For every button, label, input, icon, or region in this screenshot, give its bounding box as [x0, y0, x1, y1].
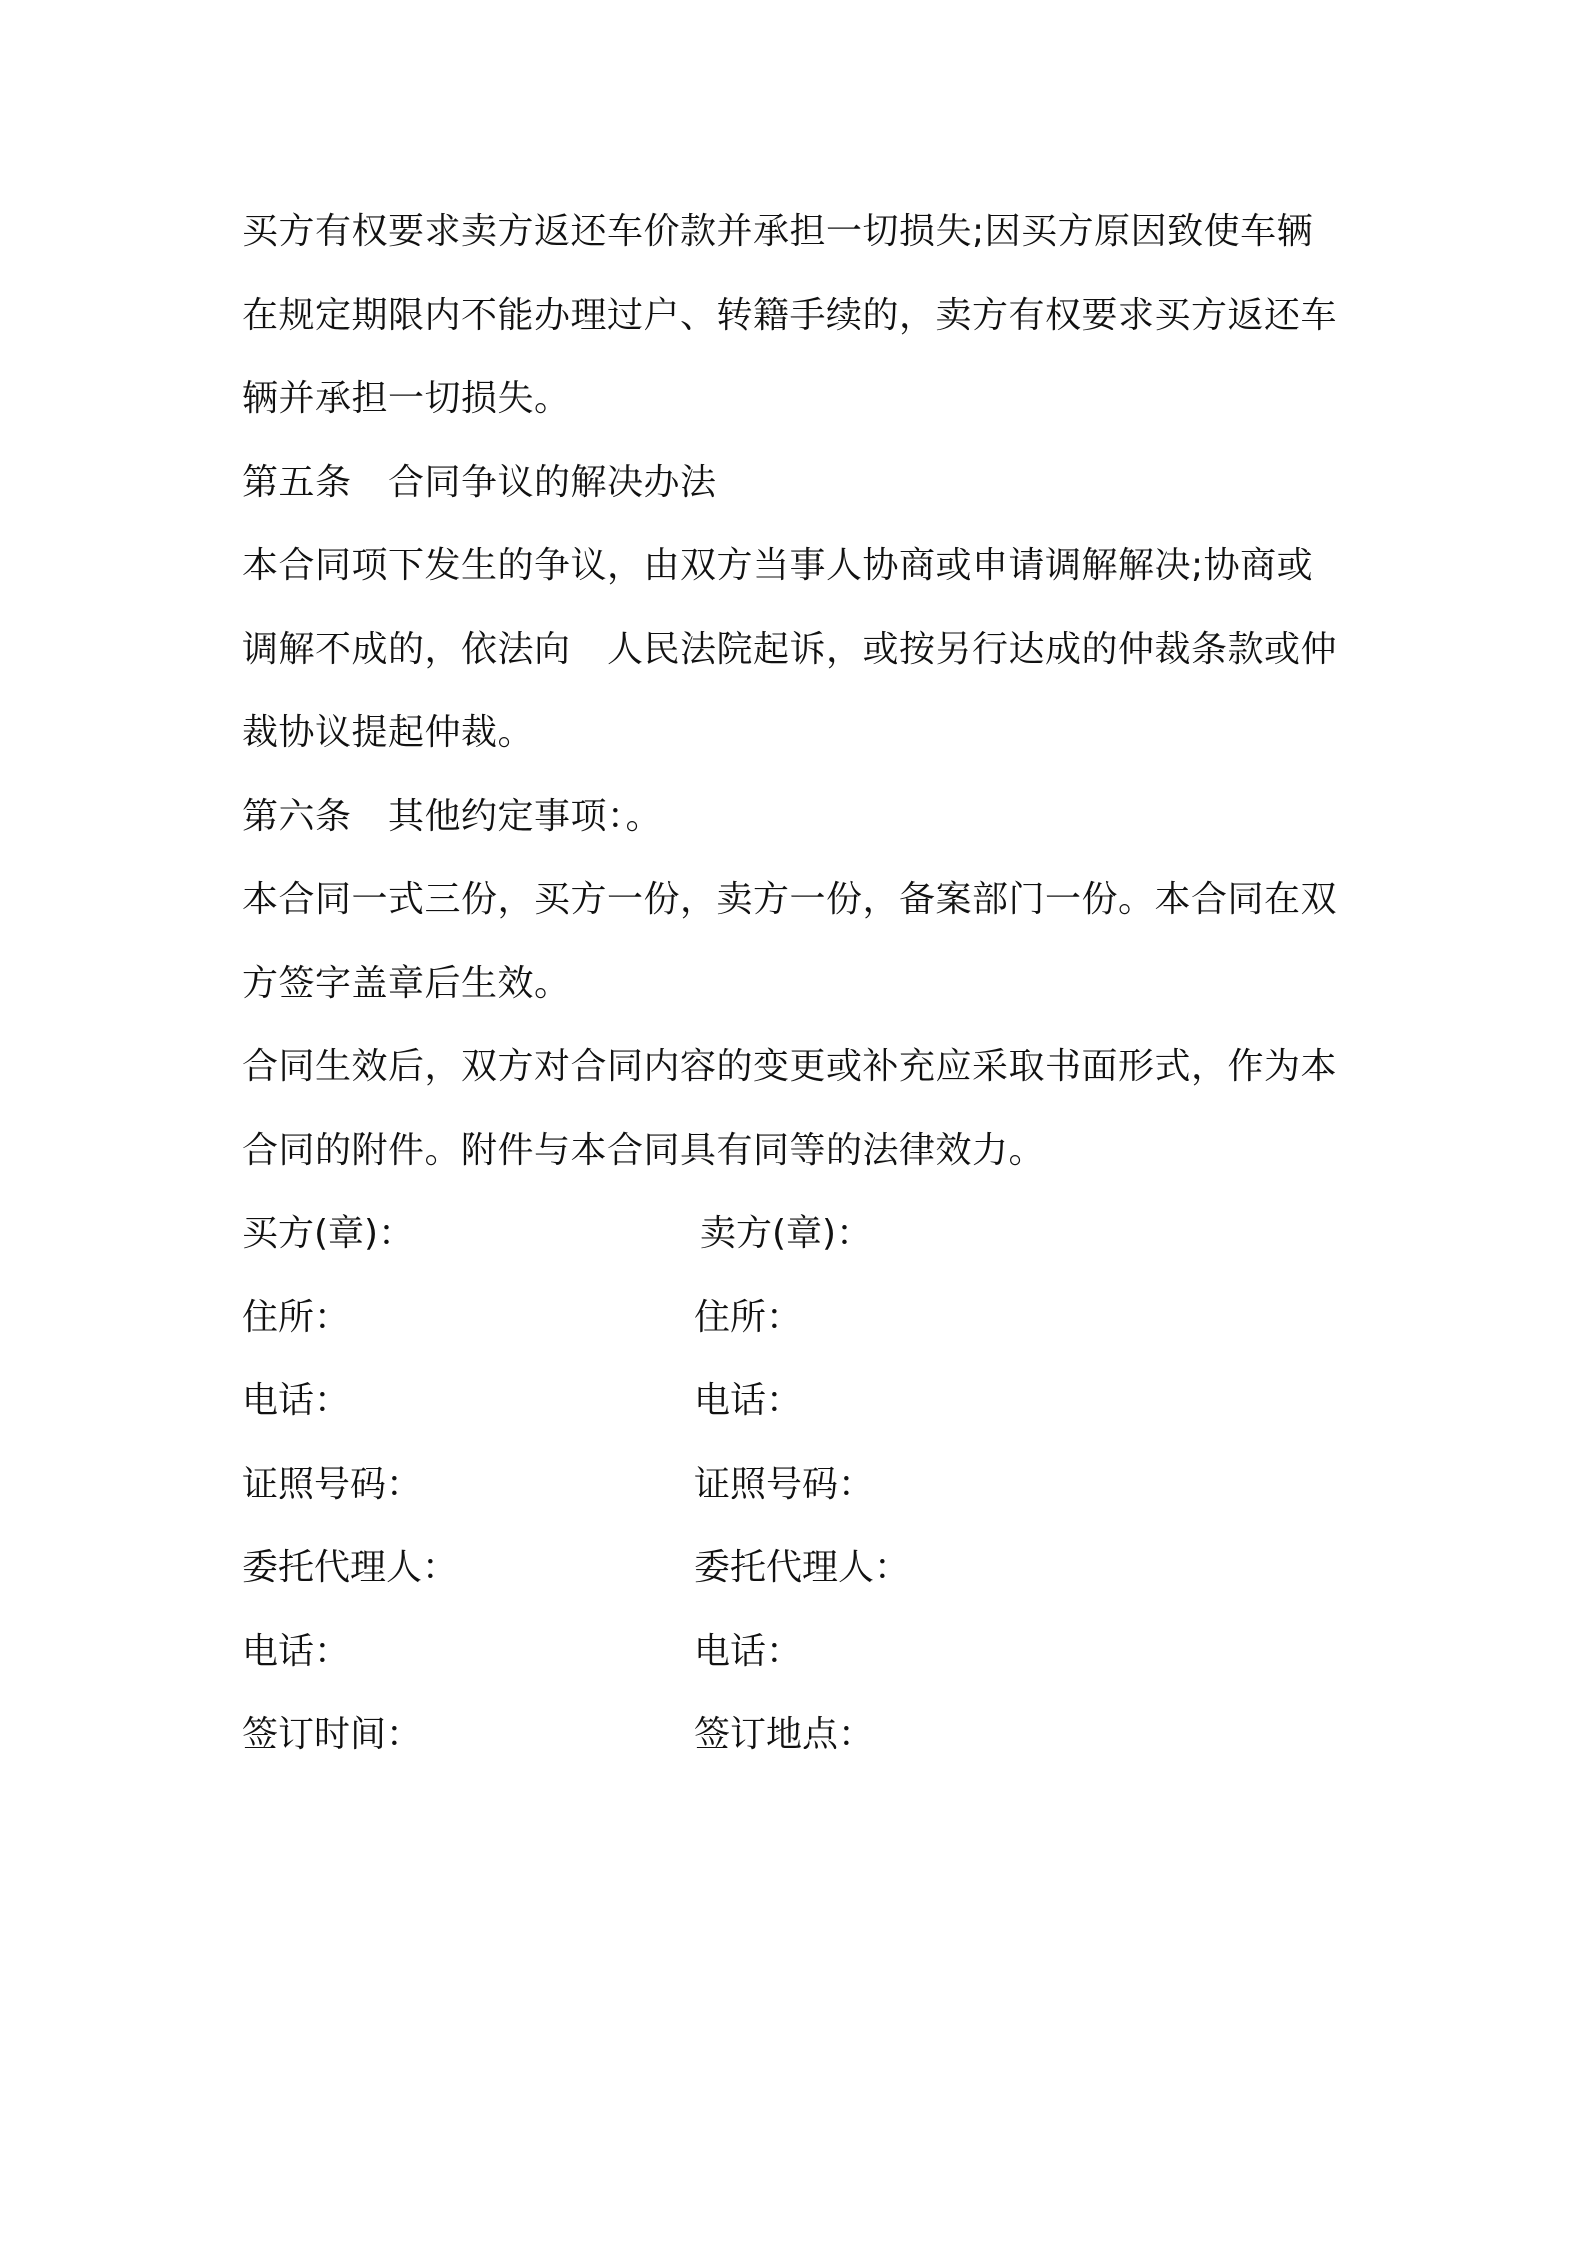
seller-agent-label: 委托代理人：: [694, 1547, 911, 1588]
article-6-heading: 第六条 其他约定事项：。: [242, 795, 663, 837]
contract-text: [242, 190, 1352, 1777]
body-line: 合同生效后，双方对合同内容的变更或补充应采取书面形式，作为本: [242, 1046, 1338, 1087]
buyer-agent-phone-label: 电话：: [242, 1630, 351, 1672]
buyer-agent-label: 委托代理人：: [242, 1547, 459, 1588]
signature-row: [242, 1443, 1352, 1527]
body-line: 方签字盖章后生效。: [242, 962, 571, 1004]
buyer-phone-label: 电话：: [242, 1380, 351, 1421]
buyer-seal-label: 买方(章)：: [242, 1213, 415, 1254]
signature-row: [242, 1693, 1352, 1777]
signature-row: [242, 1192, 1352, 1276]
signature-block: [242, 1192, 1352, 1777]
body-line: 裁协议提起仲裁。: [242, 712, 535, 753]
seller-phone-label: 电话：: [694, 1380, 803, 1421]
body-line: 本合同一式三份，买方一份，卖方一份，备案部门一份。本合同在双: [242, 879, 1338, 920]
signature-row: [242, 1526, 1352, 1610]
buyer-address-label: 住所：: [242, 1296, 351, 1338]
signature-row: [242, 1276, 1352, 1360]
article-5-heading: 第五条 合同争议的解决办法: [242, 461, 717, 503]
seller-address-label: 住所：: [694, 1296, 803, 1338]
signature-row: [242, 1610, 1352, 1694]
body-line: 本合同项下发生的争议，由双方当事人协商或申请调解解决;协商或: [242, 545, 1314, 586]
seller-seal-label: 卖方(章)：: [700, 1213, 873, 1254]
signing-place-label: 签订地点：: [694, 1714, 875, 1755]
body-line: 买方有权要求卖方返还车价款并承担一切损失;因买方原因致使车辆: [242, 211, 1314, 252]
signing-time-label: 签订时间：: [242, 1714, 423, 1755]
signature-row: [242, 1359, 1352, 1443]
body-line: 辆并承担一切损失。: [242, 378, 571, 419]
seller-agent-phone-label: 电话：: [694, 1630, 803, 1672]
body-line: 调解不成的，依法向 人民法院起诉，或按另行达成的仲裁条款或仲: [242, 628, 1338, 670]
seller-license-number-label: 证照号码：: [694, 1463, 875, 1505]
buyer-license-number-label: 证照号码：: [242, 1463, 423, 1505]
body-line: 在规定期限内不能办理过户、转籍手续的，卖方有权要求买方返还车: [242, 294, 1338, 336]
body-line: 合同的附件。附件与本合同具有同等的法律效力。: [242, 1129, 1046, 1171]
